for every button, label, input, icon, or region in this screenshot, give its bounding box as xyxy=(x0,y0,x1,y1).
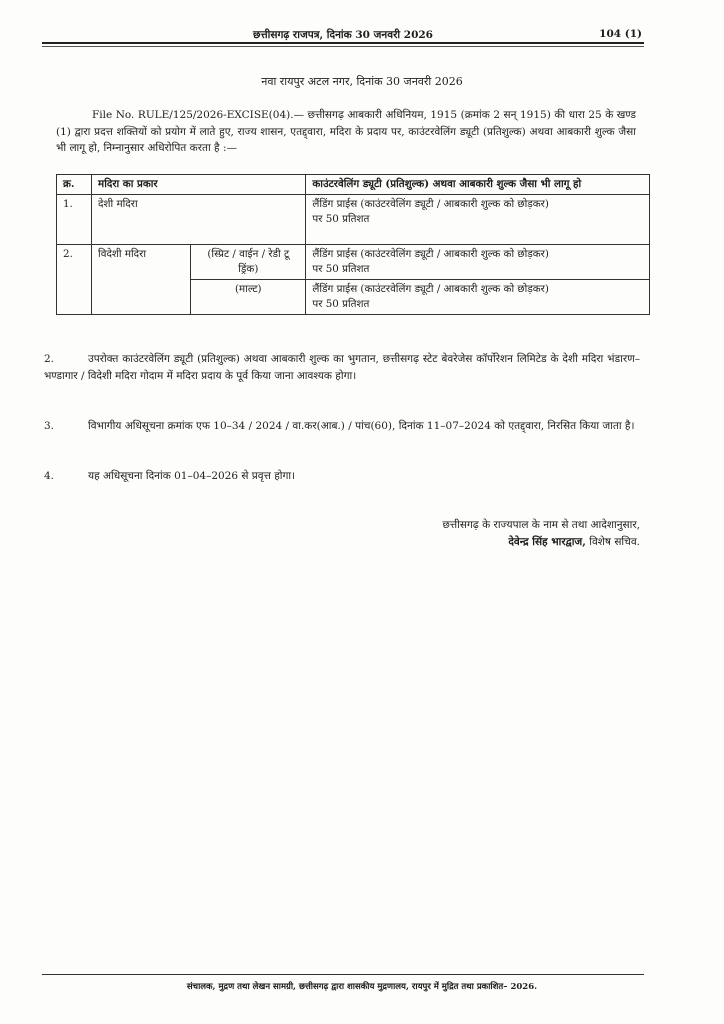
paragraph-number: 2. xyxy=(44,353,55,365)
row-duty xyxy=(306,245,650,280)
paragraph-text: विभागीय अधिसूचना क्रमांक एफ 10–34 / 2024 / वा.कर(आब.) / पांच(60), दिनांक 11–07–2024 को एतद्द्वारा, निरसित किया जाता है। xyxy=(88,420,635,432)
footer-rule xyxy=(42,974,644,975)
duty-line: पर 50 प्रतिशत xyxy=(312,298,370,310)
notification-paragraph xyxy=(56,107,636,157)
duty-line: लैंडिंग प्राईस (काउंटरवेलिंग ड्यूटी / आबकारी शुल्क को छोड़कर) xyxy=(312,248,549,260)
row-duty xyxy=(306,280,650,315)
paragraph-number: 4. xyxy=(44,470,55,482)
notification-text: — छत्तीसगढ़ आबकारी अधिनियम, 1915 (क्रमांक 2 सन् 1915) की धारा 25 के खण्ड (1) द्वारा प्रदत्त शक्तियों को प्रयोग में लाते हुए, राज्य शासन, एतद्द्वारा, मदिरा के प्रदाय पर, काउंटरवेलिंग ड्यूटी (प्रतिशुल्क) अथवा आबकारी शुल्क जैसा भी लागू हो, निम्नानुसार अधिरोपित करता है :— xyxy=(56,109,636,154)
table-row xyxy=(57,195,650,245)
signatory-designation: विशेष सचिव. xyxy=(589,536,640,548)
paragraph-3 xyxy=(44,418,640,435)
row-sub-type: (स्प्रिट / वाईन / रेडी टू ड्रिंक) xyxy=(191,245,306,280)
header-duty: काउंटरवेलिंग ड्यूटी (प्रतिशुल्क) अथवा आबकारी शुल्क जैसा भी लागू हो xyxy=(306,175,650,195)
header-liquor-type: मदिरा का प्रकार xyxy=(92,175,306,195)
row-sno: 2. xyxy=(57,245,92,315)
table-header-row xyxy=(57,175,650,195)
header-sno: क्र. xyxy=(57,175,92,195)
signature-block xyxy=(508,535,640,549)
duty-line: लैंडिंग प्राईस (काउंटरवेलिंग ड्यूटी / आबकारी शुल्क को छोड़कर) xyxy=(312,198,549,210)
header-rule-thin xyxy=(42,46,644,47)
signature-authority: छत्तीसगढ़ के राज्यपाल के नाम से तथा आदेशानुसार, xyxy=(442,519,640,531)
signatory-name: देवेन्द्र सिंह भारद्वाज, xyxy=(508,536,586,548)
page-number: 104 (1) xyxy=(599,28,642,40)
row-duty xyxy=(306,195,650,245)
paragraph-number: 3. xyxy=(44,420,55,432)
table-row xyxy=(57,245,650,280)
paragraph-2 xyxy=(44,351,640,385)
paragraph-text: यह अधिसूचना दिनांक 01–04–2026 से प्रवृत्त होगा। xyxy=(88,470,296,482)
row-liquor-type: विदेशी मदिरा xyxy=(92,245,191,315)
paragraph-4 xyxy=(44,468,640,485)
duty-table xyxy=(56,174,650,315)
file-number: File No. RULE/125/2026-EXCISE(04). xyxy=(92,109,294,121)
place-date-line: नवा रायपुर अटल नगर, दिनांक 30 जनवरी 2026 xyxy=(261,75,463,88)
duty-line: पर 50 प्रतिशत xyxy=(312,263,370,275)
gazette-header xyxy=(42,26,644,42)
paragraph-text: उपरोक्त काउंटरवेलिंग ड्यूटी (प्रतिशुल्क) अथवा आबकारी शुल्क का भुगतान, छत्तीसगढ़ स्टेट बेवरेजेस कॉर्पोरेशन लिमिटेड के देशी मदिरा भंडारण–भण्डागार / विदेशी मदिरा गोदाम में मदिरा प्रदाय के पूर्व किया जाना आवश्यक होगा। xyxy=(44,353,640,382)
printer-footer: संचालक, मुद्रण तथा लेखन सामग्री, छत्तीसगढ़ द्वारा शासकीय मुद्रणालय, रायपुर में मुद्रित तथा प्रकाशित– 2026. xyxy=(186,982,538,992)
header-rule xyxy=(42,42,644,44)
row-sno: 1. xyxy=(57,195,92,245)
duty-line: पर 50 प्रतिशत xyxy=(312,213,370,225)
duty-line: लैंडिंग प्राईस (काउंटरवेलिंग ड्यूटी / आबकारी शुल्क को छोड़कर) xyxy=(312,283,549,295)
gazette-title: छत्तीसगढ़ राजपत्र, दिनांक 30 जनवरी 2026 xyxy=(253,29,433,41)
row-liquor-type: देशी मदिरा xyxy=(92,195,306,245)
row-sub-type: (माल्ट) xyxy=(191,280,306,315)
